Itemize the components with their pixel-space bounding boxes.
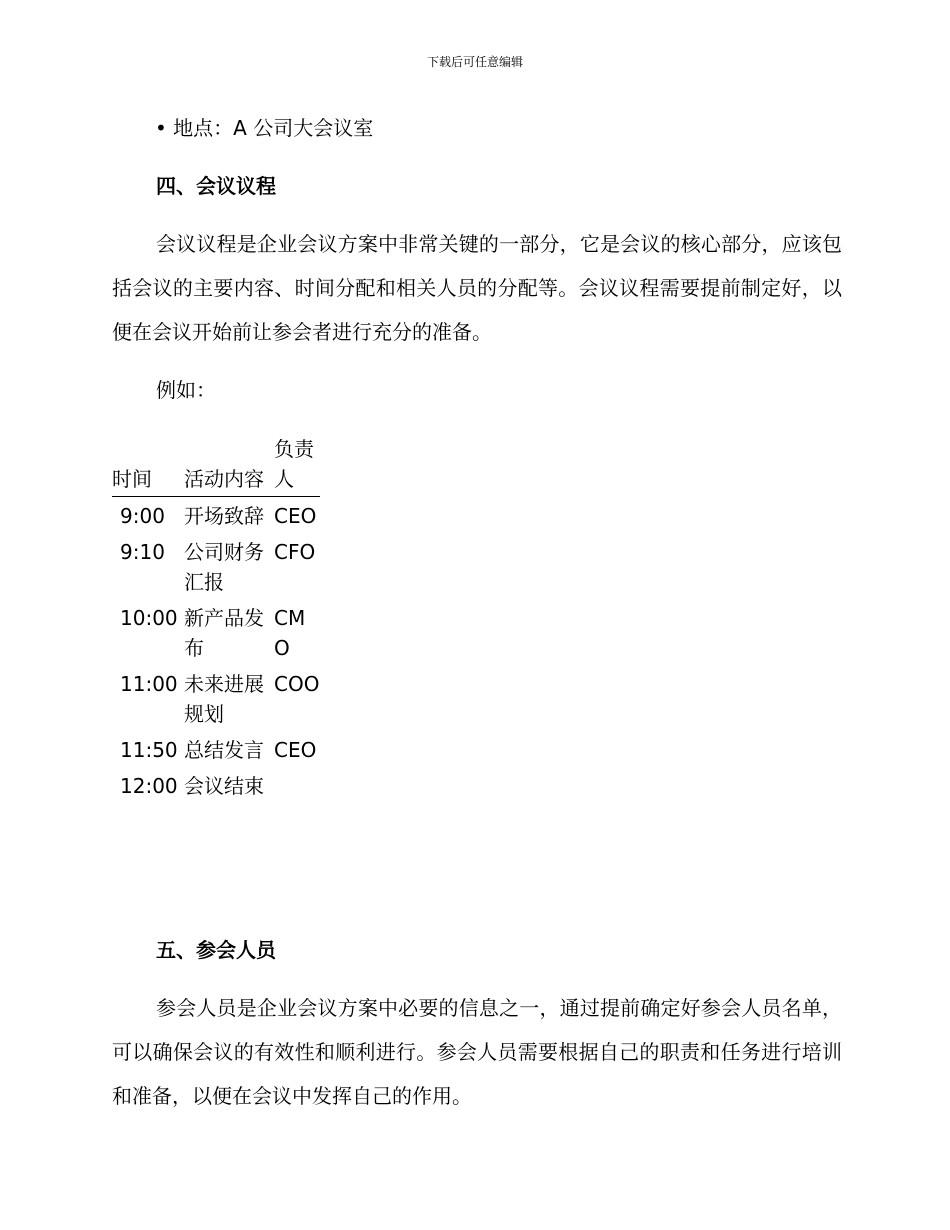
cell-activity: 会议结束 <box>184 774 264 798</box>
cell-owner: COO <box>274 672 320 696</box>
cell-activity: 未来进展规划 <box>184 672 264 726</box>
table-row <box>112 599 320 665</box>
cell-activity: 开场致辞 <box>184 504 264 528</box>
agenda-table <box>112 434 320 803</box>
section-heading-agenda: 四、会议议程 <box>156 174 276 198</box>
table-row <box>112 533 320 599</box>
cell-activity: 公司财务汇报 <box>184 540 264 594</box>
cell-time: 10:00 <box>120 606 178 630</box>
table-row <box>112 767 320 803</box>
location-line: • 地点：A 公司大会议室 <box>155 116 374 140</box>
attendees-paragraph: 参会人员是企业会议方案中必要的信息之一，通过提前确定好参会人员名单，可以确保会议的有效性和顺利进行。参会人员需要根据自己的职责和任务进行培训和准备，以便在会议中发挥自己的作用。 <box>112 996 842 1108</box>
header-time: 时间 <box>112 434 184 497</box>
cell-owner: CEO <box>274 504 317 528</box>
section-heading-attendees: 五、参会人员 <box>156 938 276 962</box>
cell-time: 9:00 <box>120 504 165 528</box>
cell-activity: 总结发言 <box>184 738 264 762</box>
cell-owner <box>274 767 320 803</box>
example-label: 例如： <box>156 378 216 402</box>
table-row <box>112 731 320 767</box>
cell-time: 11:00 <box>120 672 178 696</box>
agenda-table-header-row <box>112 434 320 497</box>
cell-owner: CMO <box>274 606 306 660</box>
cell-owner: CEO <box>274 738 317 762</box>
cell-time: 12:00 <box>120 774 178 798</box>
agenda-paragraph: 会议议程是企业会议方案中非常关键的一部分，它是会议的核心部分，应该包括会议的主要内容、时间分配和相关人员的分配等。会议议程需要提前制定好，以便在会议开始前让参会者进行充分的准备。 <box>112 232 842 344</box>
table-row <box>112 497 320 534</box>
cell-time: 11:50 <box>120 738 178 762</box>
cell-time: 9:10 <box>120 540 165 564</box>
header-activity: 活动内容 <box>184 434 274 497</box>
table-row <box>112 665 320 731</box>
page-header: 下载后可任意编辑 <box>426 55 523 69</box>
cell-activity: 新产品发布 <box>184 606 264 660</box>
header-owner: 负责人 <box>274 434 320 497</box>
cell-owner: CFO <box>274 540 316 564</box>
